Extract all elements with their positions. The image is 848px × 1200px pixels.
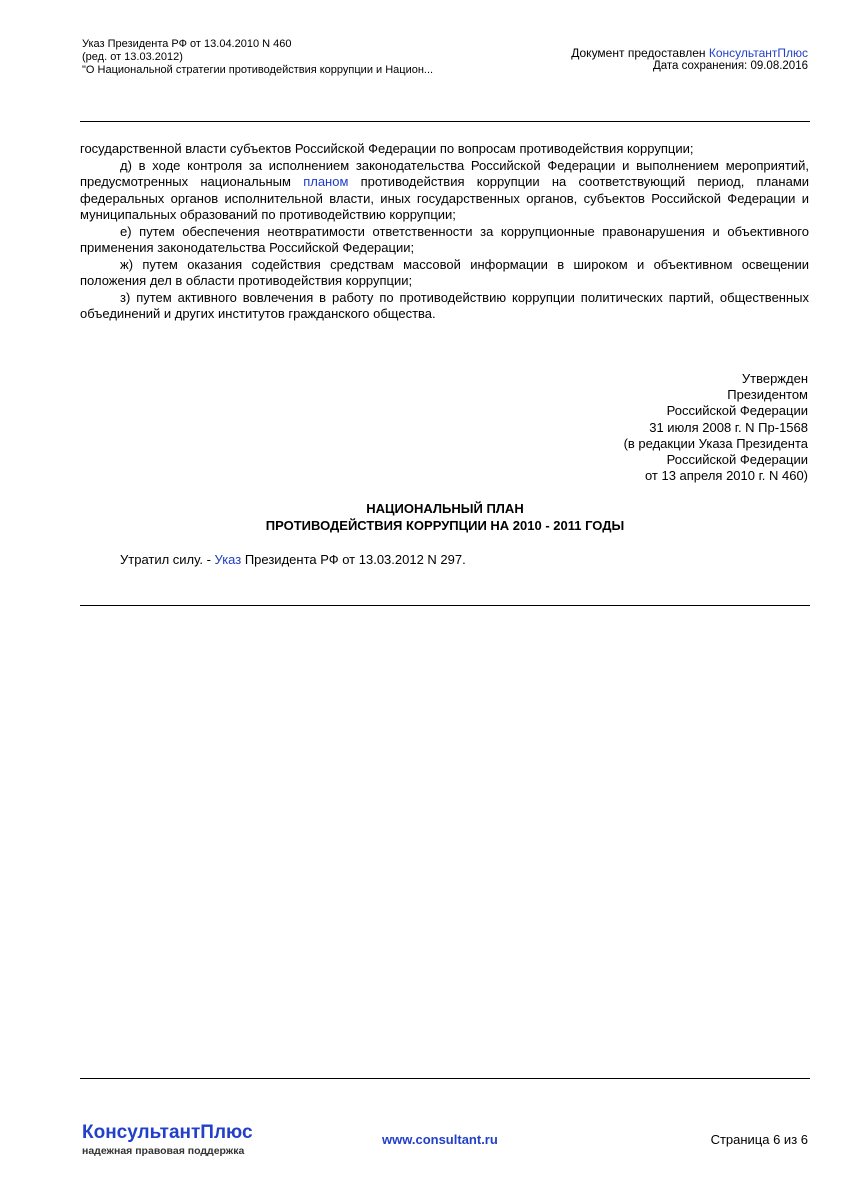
section-divider xyxy=(80,605,810,606)
repealed-note: Утратил силу. - Указ Президента РФ от 13.03.2012 N 297. xyxy=(120,552,466,567)
paragraph: ж) путем оказания содействия средствам массовой информации в широком и объективном освещении положения дел в области противодействия коррупции; xyxy=(80,256,809,288)
approval-block: Утвержден Президентом Российской Федерации 31 июля 2008 г. N Пр-1568 (в редакции Указа Президента Российской Федерации от 13 апреля 2010 г. N 460) xyxy=(623,371,808,484)
section-title: НАЦИОНАЛЬНЫЙ ПЛАН ПРОТИВОДЕЙСТВИЯ КОРРУПЦИИ НА 2010 - 2011 ГОДЫ xyxy=(265,501,625,533)
save-date: Дата сохранения: 09.08.2016 xyxy=(652,60,808,72)
document-body xyxy=(80,141,809,323)
doc-edition-line: (ред. от 13.03.2012) xyxy=(82,51,183,63)
footer-divider xyxy=(80,1078,810,1079)
provider-brand: КонсультантПлюс xyxy=(708,46,808,60)
page-number: Страница 6 из 6 xyxy=(710,1132,808,1147)
footer-logo xyxy=(82,1122,253,1158)
footer-brand: КонсультантПлюс xyxy=(82,1122,253,1143)
decree-link[interactable]: Указ xyxy=(214,552,242,567)
paragraph: государственной власти субъектов Российской Федерации по вопросам противодействия коррупции; xyxy=(80,141,694,156)
header-divider xyxy=(80,121,810,122)
doc-subject-line: "О Национальной стратегии противодействия коррупции и Национ... xyxy=(82,64,434,76)
doc-title-line: Указ Президента РФ от 13.04.2010 N 460 xyxy=(82,38,292,50)
paragraph: д) в ходе контроля за исполнением законодательства Российской Федерации и выполнением мероприятий, предусмотренных национальным планом противодействия коррупции на соответствующий период, планами федеральных органов исполнительной власти, иных государственных органов, субъектов Российской Федерации и муниципальных образований по противодействию коррупции; xyxy=(80,157,810,222)
document-header-info xyxy=(82,38,433,77)
paragraph: з) путем активного вовлечения в работу по противодействию коррупции политических партий, общественных объединений и других институтов гражданского общества. xyxy=(80,289,809,321)
plan-link[interactable]: планом xyxy=(303,174,349,189)
provided-by: Документ предоставлен КонсультантПлюс xyxy=(571,46,808,60)
footer-url-link[interactable]: www.consultant.ru xyxy=(382,1132,498,1147)
footer-tagline: надежная правовая поддержка xyxy=(82,1145,245,1157)
paragraph: е) путем обеспечения неотвратимости ответственности за коррупционные правонарушения и объективного применения законодательства Российской Федерации; xyxy=(80,223,809,255)
document-source-info xyxy=(571,47,808,73)
